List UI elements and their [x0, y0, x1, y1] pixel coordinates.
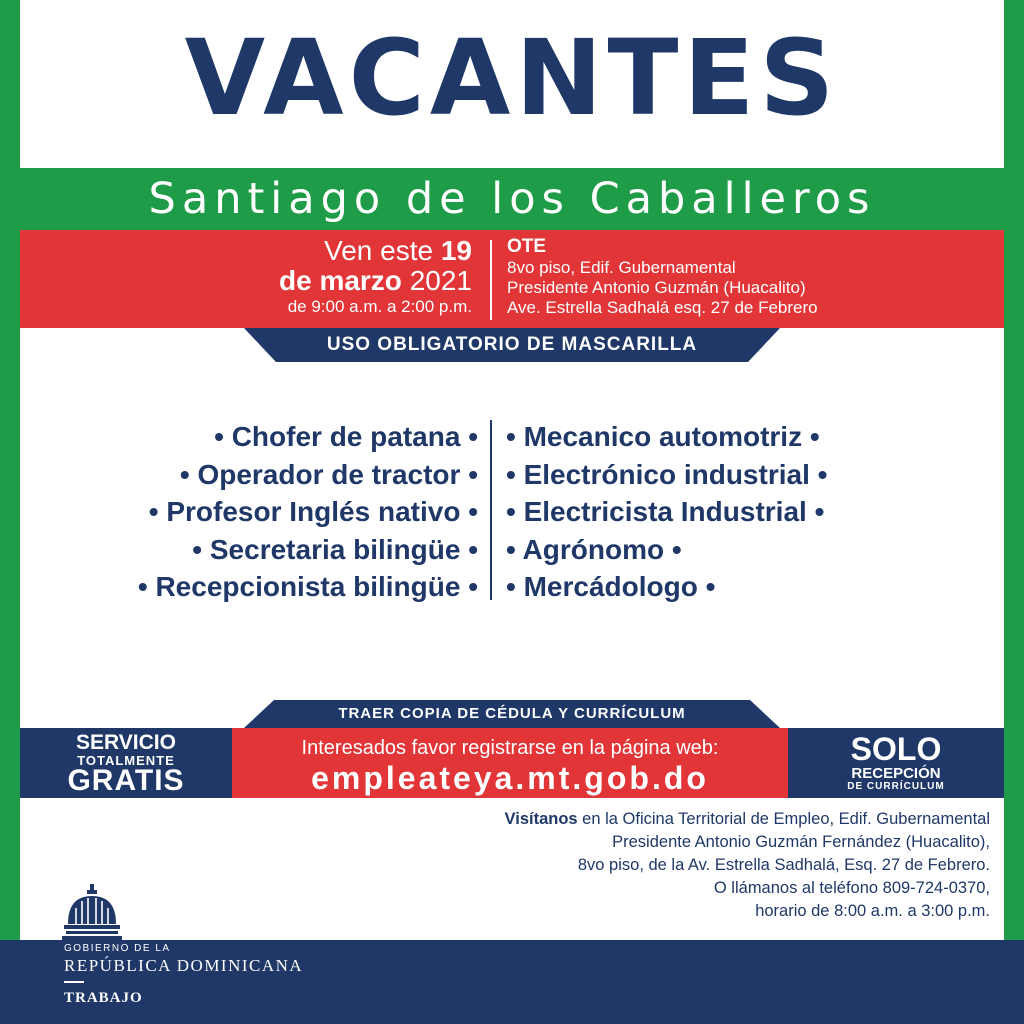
visit-line-4: O llámanos al teléfono 809-724-0370, [713, 879, 990, 897]
green-frame-right [1004, 0, 1024, 940]
event-venue [507, 236, 927, 318]
visit-line-1: Visítanos en la Oficina Territorial de Empleo, Edif. Gubernamental [504, 810, 990, 828]
gov-line-2: REPÚBLICA DOMINICANA [64, 956, 304, 975]
page-title: VACANTES [184, 17, 840, 139]
list-item: • Mecanico automotriz • [506, 421, 820, 452]
documents-notice: TRAER COPIA DE CÉDULA Y CURRÍCULUM [338, 705, 686, 722]
green-frame-left [0, 0, 20, 940]
list-item: • Secretaria bilingüe • [192, 533, 478, 565]
free-service-line-1: SERVICIO [76, 731, 176, 754]
event-hours: de 9:00 a.m. a 2:00 p.m. [287, 297, 472, 316]
date-month: de marzo [278, 265, 402, 296]
gov-line-1: GOBIERNO DE LA [64, 943, 171, 954]
date-line-1: Ven este 19 [324, 235, 472, 266]
venue-line: Ave. Estrella Sadhalá esq. 27 de Febrero [507, 298, 818, 317]
city-name: Santiago de los Caballeros [148, 174, 876, 224]
capitol-dome-icon [62, 884, 122, 940]
job-list-divider [490, 420, 492, 600]
list-item: • Electricista Industrial • [506, 496, 825, 527]
list-item: • Agrónomo • [506, 533, 682, 565]
list-item: • Electrónico industrial • [506, 458, 828, 490]
list-item: • Operador de tractor • [179, 458, 478, 490]
date-year: 2021 [401, 265, 472, 296]
ministry-name: TRABAJO [64, 990, 143, 1006]
list-item: • Profesor Inglés nativo • [148, 496, 478, 527]
registration-website: empleateya.mt.gob.do [311, 760, 709, 796]
visit-lead: Visítanos [504, 810, 578, 828]
job-list-left [20, 418, 478, 606]
solo-line-3: DE CURRÍCULUM [847, 781, 945, 792]
free-service-line-3: GRATIS [67, 764, 185, 797]
footer-rule [64, 981, 84, 983]
solo-line-2: RECEPCIÓN [851, 765, 941, 782]
date-day: 19 [440, 235, 472, 266]
visit-line-3: 8vo piso, de la Av. Estrella Sadhalá, Esq. 27 de Febrero. [577, 856, 990, 874]
free-service-line-2: TOTALMENTE [77, 753, 175, 768]
event-date [200, 236, 472, 318]
list-item: • Recepcionista bilingüe • [137, 571, 478, 602]
visit-line-2: Presidente Antonio Guzmán Fernández (Huacalito), [612, 833, 990, 851]
mask-notice: USO OBLIGATORIO DE MASCARILLA [326, 334, 698, 355]
venue-line: Presidente Antonio Guzmán (Huacalito) [507, 278, 806, 297]
job-list-right [506, 418, 986, 606]
event-divider [490, 240, 492, 320]
solo-line-1: SOLO [850, 731, 942, 767]
visit-info [300, 808, 990, 923]
list-item: • Mercádologo • [506, 571, 716, 602]
date-line-2 [200, 266, 472, 296]
list-item: • Chofer de patana • [214, 421, 478, 452]
venue-line: 8vo piso, Edif. Gubernamental [507, 258, 736, 277]
venue-title: OTE [507, 236, 547, 257]
visit-line-5: horario de 8:00 a.m. a 3:00 p.m. [755, 902, 990, 920]
registration-prompt: Interesados favor registrarse en la página web: [301, 737, 719, 759]
